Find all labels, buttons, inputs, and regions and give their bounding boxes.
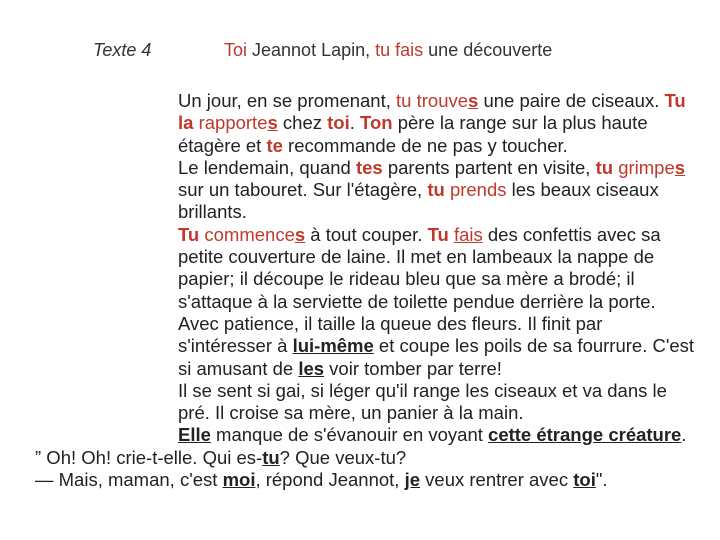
document-body — [35, 90, 695, 491]
text-run: et coupe les poils de sa fourrure. C'est si amusant de — [178, 335, 695, 379]
text-run: recommande de ne pas y toucher. — [282, 134, 568, 156]
document-title — [224, 40, 552, 61]
text-run: les beaux ciseaux brillants. — [178, 179, 659, 223]
text-run: Un jour, en se promenant, — [178, 90, 397, 111]
text-run: une paire de ciseaux. — [478, 90, 665, 111]
highlighted-word: fais — [453, 223, 483, 245]
text-run: à tout couper. — [305, 223, 428, 245]
highlighted-word: toi — [573, 469, 596, 491]
text-run: voir tomber par terre! — [324, 357, 502, 379]
highlighted-word: commence — [204, 223, 295, 245]
text-run: , répond Jeannot, — [255, 469, 405, 491]
highlighted-word: tu — [595, 156, 614, 178]
text-run: ". — [595, 469, 608, 491]
text-run: veux rentrer avec — [420, 469, 574, 491]
highlighted-word: Toi — [224, 40, 248, 60]
highlighted-word: Elle — [178, 424, 211, 446]
highlighted-word: s — [294, 223, 306, 245]
text-run: parents partent en visite, — [382, 156, 596, 178]
text-run: ” Oh! Oh! crie-t-elle. Qui es- — [35, 446, 263, 468]
highlighted-word: tu — [375, 40, 391, 60]
highlighted-word: Tu — [178, 223, 200, 245]
paragraph — [35, 157, 695, 224]
text-run: des confettis avec sa petite couverture de laine. Il met en lambeaux la nappe de papier; il découpe le rideau bleu que sa mère a brodé; il s'attaque à la serviette de toilette pendue derrière la porte. Avec patience, il taille la queue des fleurs. Il finit par s'intéresser à — [178, 223, 661, 357]
text-run: — Mais, maman, c'est — [35, 469, 223, 491]
text-label: Texte 4 — [93, 40, 152, 60]
highlighted-word: rapporte — [198, 112, 268, 134]
paragraph — [35, 224, 695, 380]
text-run: chez — [277, 112, 328, 134]
highlighted-word: tu — [427, 179, 445, 201]
highlighted-word: Ton — [360, 112, 393, 134]
text-run: Jeannot Lapin, — [247, 40, 376, 60]
text-run: père la range sur la plus haute étagère et — [178, 112, 648, 156]
text-run: . — [681, 424, 687, 446]
highlighted-word: Tu la — [178, 90, 686, 134]
highlighted-word: s — [468, 90, 479, 111]
text-run: une découverte — [423, 40, 553, 60]
paragraph — [35, 380, 695, 425]
highlighted-word: toi — [327, 112, 350, 134]
paragraph — [35, 447, 695, 469]
text-run: Il se sent si gai, si léger qu'il range les ciseaux et va dans le pré. Il croise sa mère, un panier à la main. — [178, 379, 667, 424]
paragraph — [35, 424, 695, 446]
highlighted-word: Tu — [427, 223, 449, 245]
highlighted-word: tu — [262, 446, 280, 468]
highlighted-word: je — [404, 469, 421, 491]
highlighted-word: lui-même — [292, 335, 374, 357]
highlighted-word: te — [266, 134, 283, 156]
highlighted-word: cette étrange créature — [488, 424, 682, 446]
text-run: sur un tabouret. Sur l'étagère, — [178, 179, 428, 201]
highlighted-word: tu trouve — [396, 90, 469, 111]
text-run: Le lendemain, quand — [178, 156, 356, 178]
highlighted-word: fais — [395, 40, 424, 60]
paragraph — [35, 90, 695, 157]
highlighted-word: les — [298, 357, 325, 379]
highlighted-word: s — [267, 112, 278, 134]
highlighted-word: grimpe — [618, 156, 675, 178]
highlighted-word: tes — [355, 156, 383, 178]
text-run: manque de s'évanouir en voyant — [210, 424, 489, 446]
highlighted-word: prends — [449, 179, 507, 201]
highlighted-word: moi — [222, 469, 256, 491]
text-run: . — [349, 112, 361, 134]
paragraph — [35, 469, 695, 491]
highlighted-word: s — [674, 156, 686, 178]
text-run: ? Que veux-tu? — [279, 446, 407, 468]
